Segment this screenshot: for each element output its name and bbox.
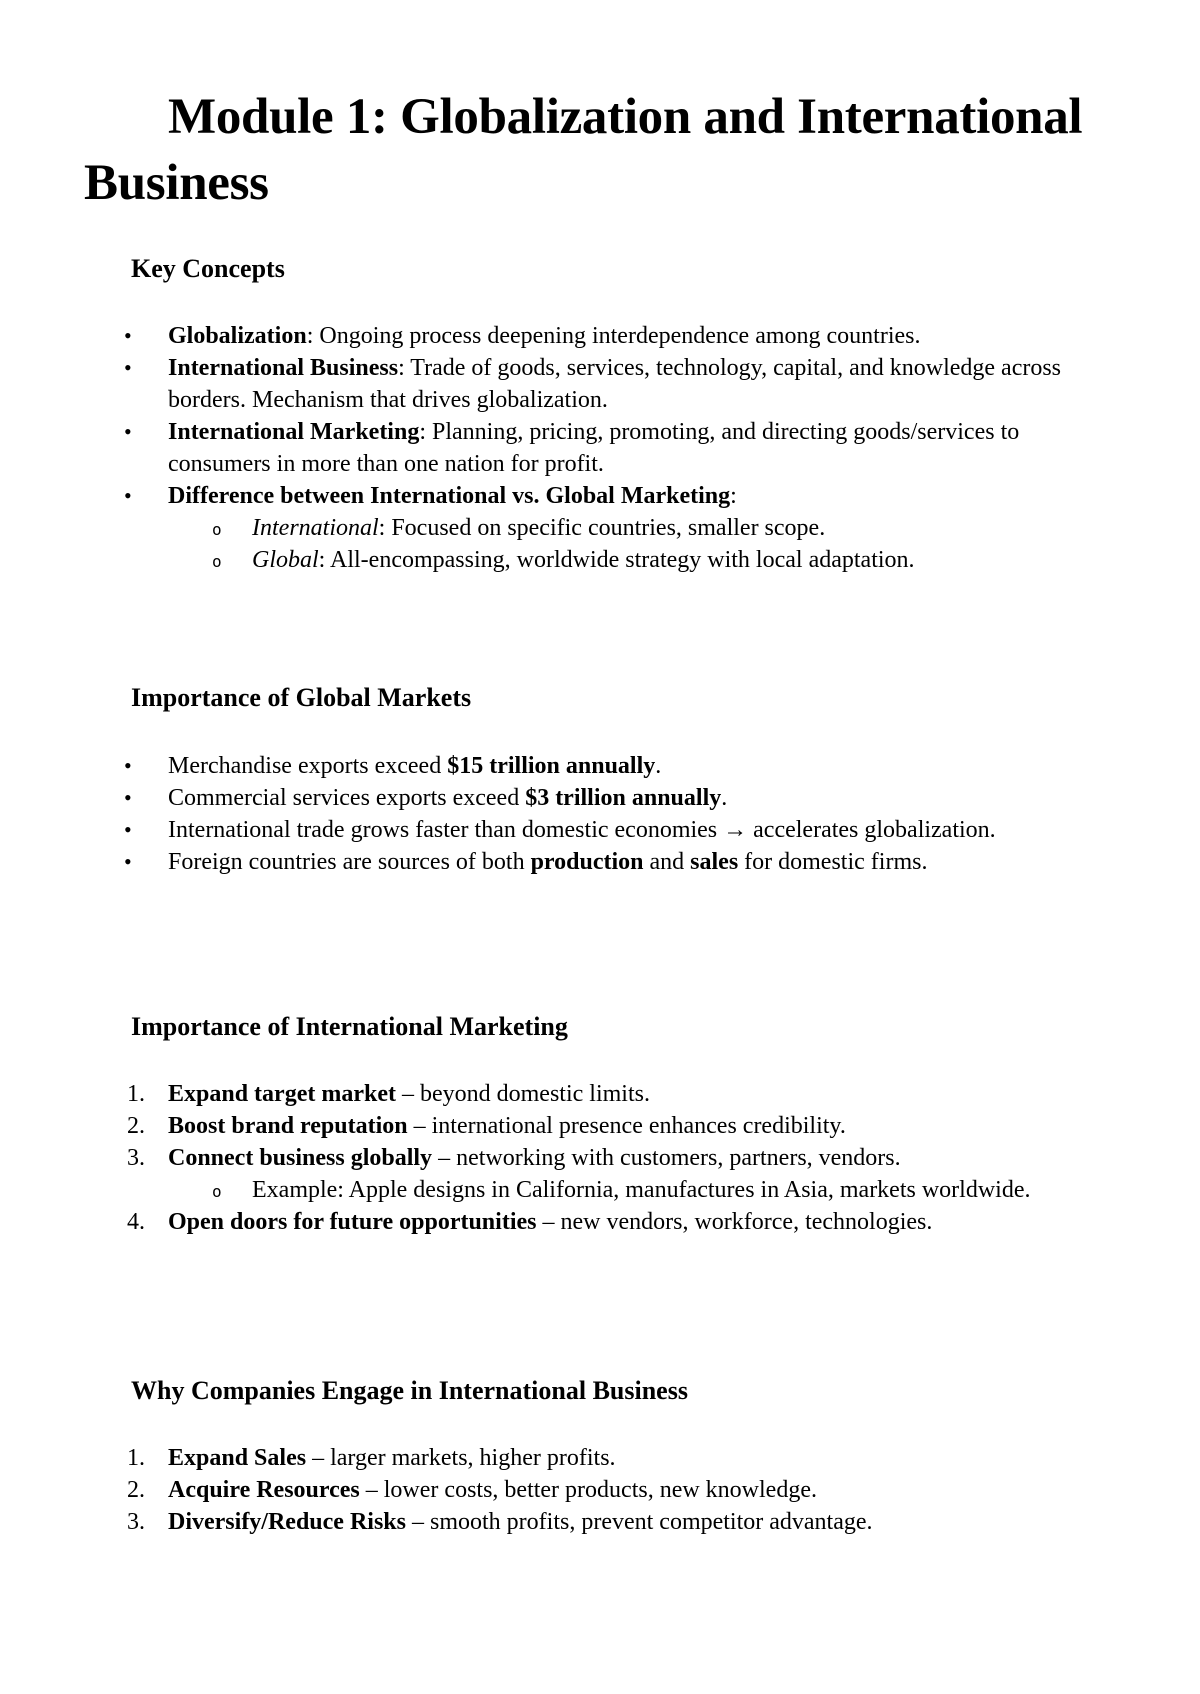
bullet-marker: • [124, 483, 132, 508]
bullet-marker: • [124, 355, 132, 380]
list-item: • International Business: Trade of goods, services, technology, capital, and knowledge across borders. Mechanism that drives globalization. [0, 352, 1068, 416]
sub-list-item [0, 1174, 1072, 1206]
item-term: Acquire Resources [168, 1477, 360, 1503]
item-text: – international presence enhances credibility. [407, 1113, 846, 1139]
item-text: – lower costs, better products, new knowledge. [359, 1477, 817, 1503]
bullet-marker: • [124, 753, 132, 778]
numbered-list [0, 1442, 1200, 1538]
section-heading: Key Concepts [131, 254, 285, 283]
item-number: 3. [127, 1509, 145, 1535]
list-item: • International trade grows faster than domestic economies → accelerates globalization. [0, 814, 1068, 846]
page-title: Module 1: Globalization and International Business [84, 89, 1083, 211]
bullet-list [0, 320, 1200, 576]
item-term: Global [252, 547, 319, 573]
sub-list-item [0, 512, 1072, 544]
item-text: Example: Apple designs in California, manufactures in Asia, markets worldwide. [252, 1177, 1031, 1203]
list-item: • Globalization: Ongoing process deepening interdependence among countries. [0, 320, 1068, 352]
item-term: Diversify/Reduce Risks [168, 1509, 406, 1535]
sub-bullet-marker: o [212, 552, 222, 571]
bullet-marker: • [124, 817, 132, 842]
item-text: – larger markets, higher profits. [306, 1445, 616, 1471]
list-item [0, 1078, 1068, 1110]
sub-bullet-marker: o [212, 1182, 222, 1201]
section-heading: Importance of Global Markets [131, 683, 472, 712]
item-number: 2. [127, 1113, 145, 1139]
item-term: Expand target market [168, 1081, 396, 1107]
item-text: – new vendors, workforce, technologies. [536, 1209, 933, 1235]
item-text: – beyond domestic limits. [395, 1081, 650, 1107]
list-item: • International Marketing: Planning, pricing, promoting, and directing goods/services to consumers in more than one nation for profit. [0, 416, 1068, 480]
bullet-marker: • [124, 419, 132, 444]
item-term: Difference between International vs. Global Marketing [168, 483, 731, 509]
list-item: • Merchandise exports exceed $15 trillion annually. [0, 750, 1068, 782]
numbered-list [0, 1078, 1200, 1238]
list-item [0, 1506, 1068, 1538]
item-term: Expand Sales [168, 1445, 307, 1471]
item-term: Boost brand reputation [168, 1113, 408, 1139]
bullet-marker: • [124, 785, 132, 810]
item-term: International Marketing [168, 419, 420, 445]
list-item [0, 1206, 1068, 1238]
item-term: Open doors for future opportunities [168, 1209, 537, 1235]
list-item [0, 1142, 1068, 1174]
section-heading: Importance of International Marketing [131, 1012, 568, 1041]
item-text: Trade of goods, services, technology, capital, and knowledge across borders. Mechanism that drives globalization. [168, 355, 1062, 413]
list-item: • Foreign countries are sources of both production and sales for domestic firms. [0, 846, 1068, 878]
item-number: 1. [127, 1081, 145, 1107]
section-heading: Why Companies Engage in International Business [131, 1376, 688, 1405]
list-item [0, 1110, 1068, 1142]
item-term: International Business [168, 355, 399, 381]
bullet-list [0, 750, 1200, 878]
list-item: • Commercial services exports exceed $3 trillion annually. [0, 782, 1068, 814]
bullet-marker: • [124, 323, 132, 348]
item-term: Connect business globally [168, 1145, 433, 1171]
item-number: 1. [127, 1445, 145, 1471]
item-text: Ongoing process deepening interdependence among countries. [319, 323, 921, 349]
item-number: 4. [127, 1209, 145, 1235]
item-term: Globalization [168, 323, 307, 349]
item-number: 2. [127, 1477, 145, 1503]
item-text: : Focused on specific countries, smaller scope. [378, 515, 826, 541]
list-item: • Difference between International vs. Global Marketing: [0, 480, 1068, 512]
bullet-marker: • [124, 849, 132, 874]
sub-bullet-marker: o [212, 520, 222, 539]
list-item [0, 1442, 1068, 1474]
item-text: – networking with customers, partners, vendors. [432, 1145, 901, 1171]
item-text: Planning, pricing, promoting, and directing goods/services to consumers in more than one nation for profit. [168, 419, 1020, 477]
list-item [0, 1474, 1068, 1506]
item-number: 3. [127, 1145, 145, 1171]
item-text: : All-encompassing, worldwide strategy with local adaptation. [318, 547, 915, 573]
item-term: International [252, 515, 379, 541]
item-text: – smooth profits, prevent competitor advantage. [405, 1509, 873, 1535]
sub-list-item [0, 544, 1072, 576]
